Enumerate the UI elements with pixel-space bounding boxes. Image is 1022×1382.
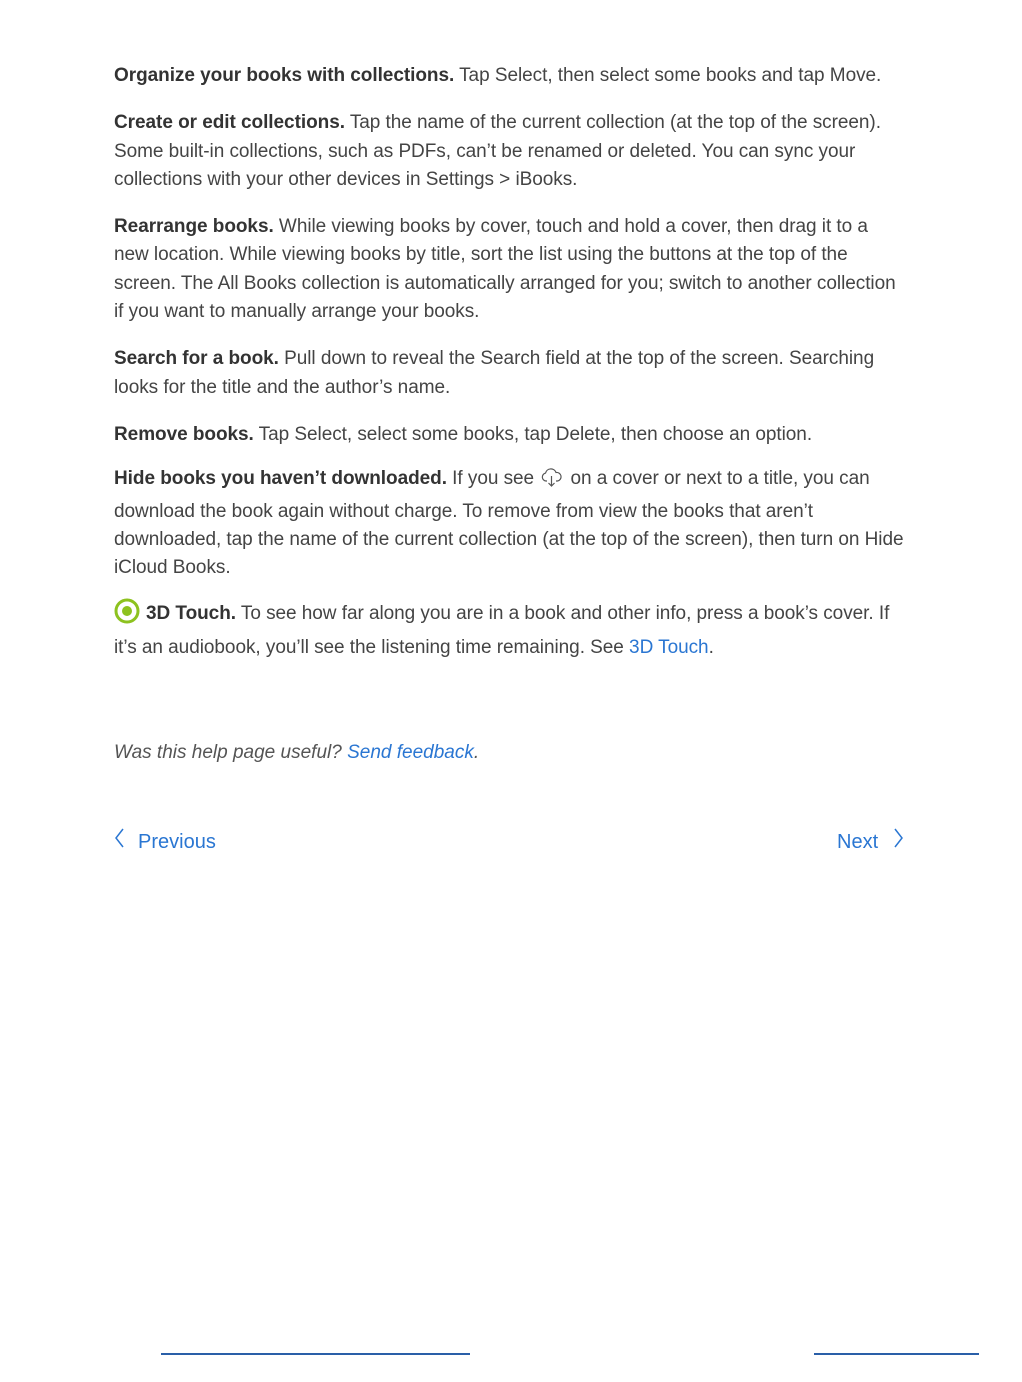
3d-touch-icon	[114, 598, 140, 633]
help-content	[114, 62, 906, 681]
paragraph-heading: Organize your books with collections.	[114, 65, 455, 86]
feedback-question: Was this help page useful?	[114, 742, 348, 763]
feedback-end: .	[473, 742, 480, 763]
paragraph-remove-books	[114, 421, 906, 449]
chevron-right-icon	[890, 826, 906, 858]
paragraph-text: Tap the name of the current collection (at the top of the screen). Some built-in collections, such as PDFs, can’t be renamed or deleted. You can sync your collections with your other devices in Settings > iBooks.	[114, 112, 881, 190]
3d-touch-link[interactable]: 3D Touch	[629, 636, 709, 658]
paragraph-heading: Search for a book.	[114, 348, 279, 370]
paragraph-hide-books	[114, 465, 906, 582]
paragraph-heading: Create or edit collections.	[114, 112, 345, 134]
footer-rule-left	[161, 1353, 470, 1355]
paragraph-text: While viewing books by cover, touch and hold a cover, then drag it to a new location. While viewing books by title, sort the list using the buttons at the top of the screen. The All Books collection is automatically arranged for you; switch to another collection if you want to manually arrange your books.	[114, 216, 896, 323]
cloud-download-icon	[541, 468, 563, 497]
paragraph-text: Tap Select, select some books, tap Delete, then choose an option.	[253, 423, 813, 445]
chevron-left-icon	[112, 826, 128, 858]
paragraph-heading: Remove books.	[114, 423, 254, 445]
send-feedback-link[interactable]: Send feedback	[347, 742, 474, 763]
previous-label: Previous	[138, 831, 216, 853]
paragraph-rearrange-books	[114, 213, 906, 326]
paragraph-organize-collections	[114, 62, 906, 90]
paragraph-search-book	[114, 345, 906, 402]
paragraph-3d-touch	[114, 598, 906, 662]
paragraph-heading: Rearrange books.	[114, 216, 274, 238]
paragraph-text: Pull down to reveal the Search field at the top of the screen. Searching looks for the title and the author’s name.	[114, 348, 875, 398]
next-label: Next	[837, 831, 879, 853]
next-button[interactable]	[837, 826, 906, 858]
footer-rule-right	[814, 1353, 979, 1355]
paragraph-text: To see how far along you are in a book and other info, press a book’s cover. If it’s an audiobook, you’ll see the listening time remaining. See	[114, 603, 890, 658]
paragraph-create-edit-collections	[114, 109, 906, 194]
paragraph-heading: Hide books you haven’t downloaded.	[114, 468, 447, 490]
feedback-prompt	[114, 739, 479, 767]
paragraph-text-end: .	[708, 636, 714, 658]
previous-button[interactable]	[112, 826, 216, 858]
paragraph-text: Tap Select, then select some books and tap Move.	[454, 65, 882, 86]
paragraph-text: If you see	[446, 468, 540, 490]
paragraph-heading: 3D Touch.	[146, 603, 236, 625]
paragraph-text: on a cover or next to a title, you can download the book again without charge. To remove from view the books that aren’t downloaded, tap the name of the current collection (at the top of the screen), then turn on Hide iCloud Books.	[114, 468, 904, 579]
